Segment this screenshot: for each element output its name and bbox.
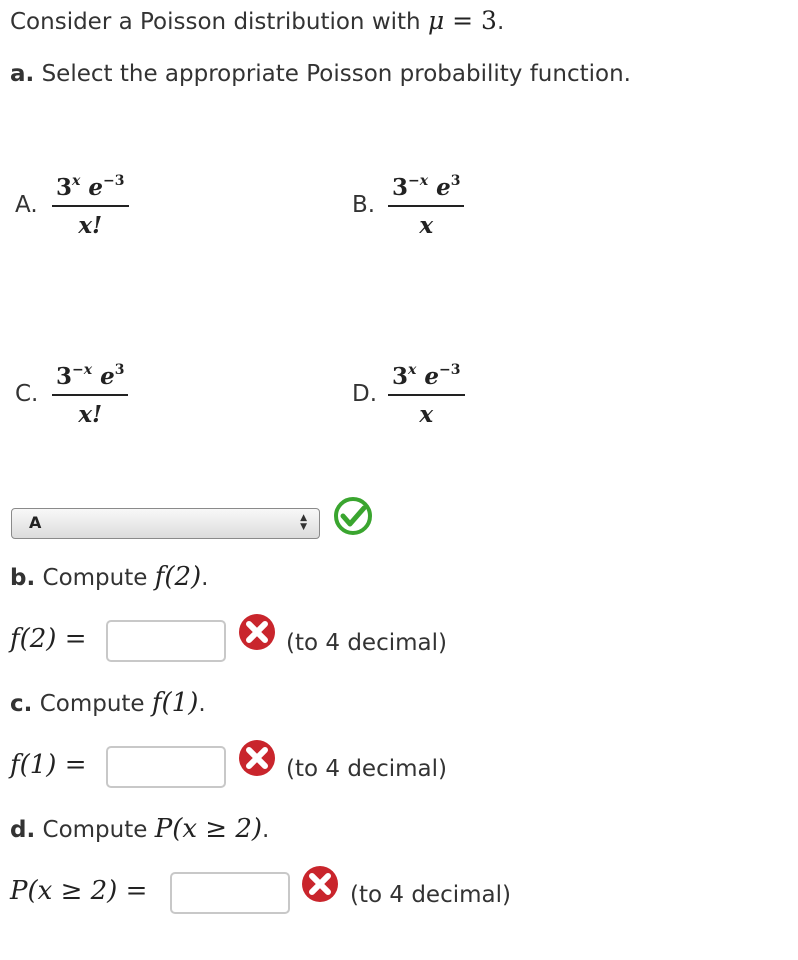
option-a-label[interactable]: A. bbox=[15, 192, 38, 218]
part-d-letter: d. bbox=[10, 817, 36, 843]
p-x-ge-2-input[interactable] bbox=[170, 872, 290, 914]
part-b-period: . bbox=[201, 565, 209, 591]
num-base: 3 bbox=[56, 174, 73, 201]
num-exp: −x bbox=[408, 173, 429, 189]
num-base-e: e bbox=[80, 174, 104, 201]
option-b-denominator: x bbox=[419, 212, 434, 239]
option-c-formula[interactable] bbox=[52, 355, 128, 430]
option-b-formula[interactable] bbox=[388, 166, 464, 241]
select-value: A bbox=[29, 513, 42, 532]
part-c-period: . bbox=[198, 691, 206, 717]
part-c-lhs: f(1) = bbox=[10, 750, 87, 780]
num-base-e: e bbox=[92, 363, 115, 390]
intro-mu: μ bbox=[427, 6, 445, 35]
option-a-formula[interactable] bbox=[52, 166, 129, 241]
part-c-heading bbox=[10, 688, 206, 718]
answer-select[interactable] bbox=[11, 508, 320, 539]
intro-sentence bbox=[10, 6, 504, 35]
part-c-letter: c. bbox=[10, 691, 33, 717]
num-base-e: e bbox=[428, 174, 451, 201]
fraction-bar bbox=[388, 205, 464, 207]
fraction-bar bbox=[52, 394, 128, 396]
num-exp: x bbox=[408, 362, 417, 378]
part-b-heading bbox=[10, 562, 208, 592]
num-base: 3 bbox=[56, 363, 73, 390]
fraction-bar bbox=[52, 205, 129, 207]
correct-check-icon bbox=[333, 496, 373, 536]
num-base: 3 bbox=[392, 363, 409, 390]
option-a-denominator: x! bbox=[78, 212, 103, 239]
part-c-hint: (to 4 decimal) bbox=[286, 756, 447, 782]
option-c-numerator bbox=[52, 355, 128, 392]
incorrect-x-icon bbox=[300, 864, 340, 904]
part-c-prompt: Compute bbox=[39, 691, 145, 717]
part-c-math: f(1) bbox=[151, 688, 199, 718]
option-d-formula[interactable] bbox=[388, 355, 465, 430]
part-d-hint: (to 4 decimal) bbox=[350, 882, 511, 908]
intro-eq: = 3 bbox=[444, 6, 497, 35]
num-exp-e: −3 bbox=[103, 173, 125, 189]
incorrect-x-icon bbox=[237, 738, 277, 778]
part-b-letter: b. bbox=[10, 565, 36, 591]
intro-period: . bbox=[496, 9, 505, 35]
option-c-denominator: x! bbox=[78, 401, 103, 428]
num-exp-e: 3 bbox=[114, 362, 125, 378]
part-d-math: P(x ≥ 2) bbox=[154, 814, 263, 844]
num-exp: x bbox=[72, 173, 81, 189]
f2-input[interactable] bbox=[106, 620, 226, 662]
num-exp: −x bbox=[72, 362, 93, 378]
option-d-label[interactable]: D. bbox=[352, 381, 378, 407]
incorrect-x-icon bbox=[237, 612, 277, 652]
num-exp-e: −3 bbox=[439, 362, 461, 378]
option-a-numerator bbox=[52, 166, 129, 203]
part-b-lhs: f(2) = bbox=[10, 624, 87, 654]
option-b-numerator bbox=[388, 166, 464, 203]
option-c-label[interactable]: C. bbox=[15, 381, 39, 407]
num-exp-e: 3 bbox=[450, 173, 461, 189]
option-d-numerator bbox=[388, 355, 465, 392]
part-a-prompt: Select the appropriate Poisson probability function. bbox=[41, 61, 631, 87]
part-b-math: f(2) bbox=[154, 562, 202, 592]
part-b-hint: (to 4 decimal) bbox=[286, 630, 447, 656]
fraction-bar bbox=[388, 394, 465, 396]
option-d-denominator: x bbox=[419, 401, 434, 428]
part-d-lhs: P(x ≥ 2) = bbox=[10, 876, 148, 906]
num-base: 3 bbox=[392, 174, 409, 201]
select-arrows-icon: ▲ ▼ bbox=[300, 513, 307, 532]
part-d-heading bbox=[10, 814, 269, 844]
part-b-prompt: Compute bbox=[42, 565, 148, 591]
f1-input[interactable] bbox=[106, 746, 226, 788]
part-d-period: . bbox=[262, 817, 270, 843]
part-a-heading bbox=[10, 61, 631, 87]
intro-text: Consider a Poisson distribution with bbox=[10, 9, 421, 35]
part-d-prompt: Compute bbox=[42, 817, 148, 843]
part-a-letter: a. bbox=[10, 61, 35, 87]
num-base-e: e bbox=[416, 363, 440, 390]
option-b-label[interactable]: B. bbox=[352, 192, 376, 218]
